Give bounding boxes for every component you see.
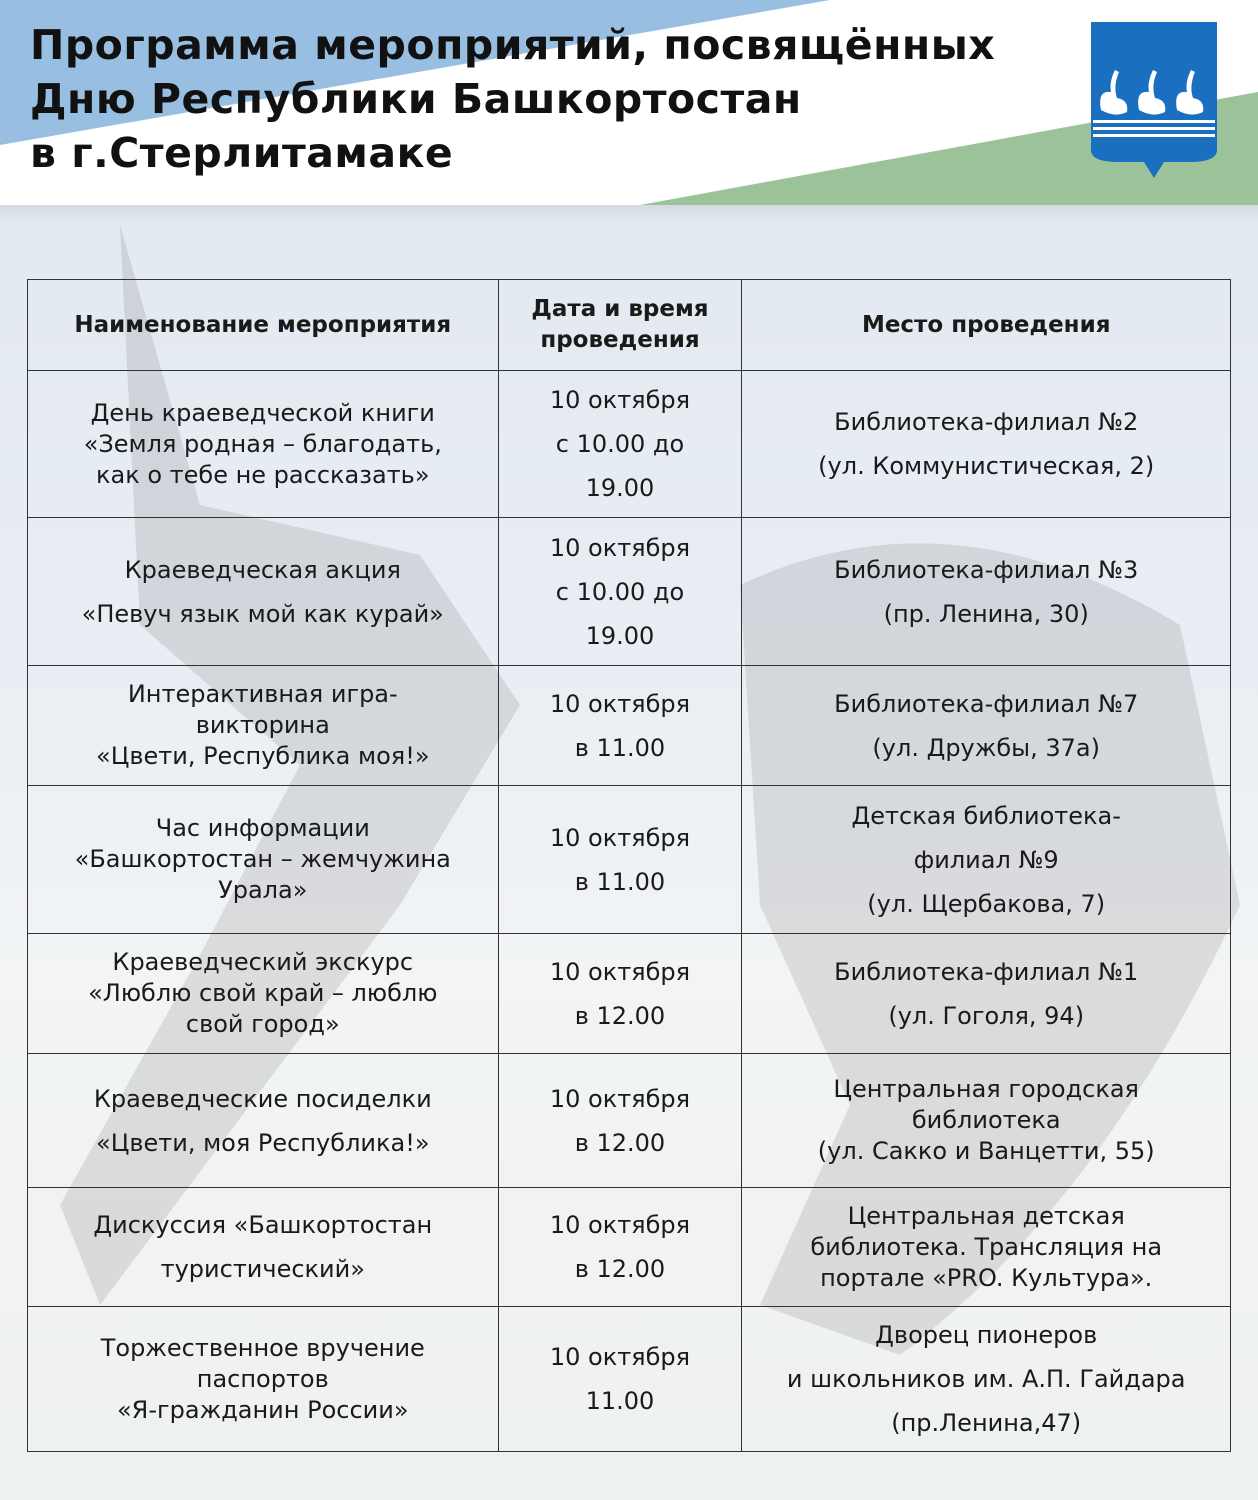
cell-line: 10 октября <box>549 957 691 986</box>
event-place-cell <box>742 518 1231 666</box>
cell-line: туристический» <box>160 1255 365 1283</box>
cell-line: (ул. Щербакова, 7) <box>867 889 1106 918</box>
cell-line: филиал №9 <box>913 845 1059 874</box>
cell-line: Дворец пионеров <box>875 1321 1098 1349</box>
cell-line: в 12.00 <box>574 1255 666 1283</box>
cell-line: как о тебе не рассказать» <box>96 460 430 489</box>
cell-line: (ул. Коммунистическая, 2) <box>818 452 1155 480</box>
cell-line: «Я-гражданин России» <box>117 1395 409 1424</box>
cell-line: Детская библиотека- <box>851 801 1121 830</box>
table-header-row <box>28 280 1231 371</box>
cell-line: Дискуссия «Башкортостан <box>93 1211 433 1239</box>
cell-line: паспортов <box>196 1364 329 1393</box>
cell-line: (ул. Гоголя, 94) <box>888 1001 1085 1030</box>
cell-line: «Цвети, моя Республика!» <box>96 1128 430 1157</box>
table-row <box>28 666 1231 786</box>
cell-line: викторина <box>195 711 330 739</box>
coat-of-arms-icon <box>1089 20 1219 180</box>
event-place-cell <box>742 1054 1231 1188</box>
event-place-cell <box>742 786 1231 934</box>
event-name-cell <box>28 666 499 786</box>
cell-line: Краеведческая акция <box>124 555 401 584</box>
table-row <box>28 371 1231 518</box>
cell-line: День краеведческой книги <box>90 398 435 427</box>
cell-line: 19.00 <box>585 474 655 502</box>
event-date-cell <box>498 1307 742 1452</box>
column-header-place: Место проведения <box>742 280 1231 371</box>
column-header-date: Дата и время проведения <box>498 280 742 371</box>
cell-line: библиотека. Трансляция на <box>810 1232 1163 1261</box>
event-name-cell <box>28 934 499 1054</box>
cell-line: (пр. Ленина, 30) <box>883 599 1089 628</box>
cell-line: 19.00 <box>585 621 655 650</box>
cell-line: 10 октября <box>549 1084 691 1113</box>
cell-line: в 12.00 <box>574 1128 666 1157</box>
cell-line: библиотека <box>911 1106 1061 1134</box>
cell-line: (пр.Ленина,47) <box>891 1409 1082 1437</box>
event-place-cell <box>742 934 1231 1054</box>
cell-line: Центральная городская <box>833 1075 1139 1103</box>
table-row <box>28 786 1231 934</box>
cell-line: 10 октября <box>549 1343 691 1371</box>
event-date-cell <box>498 786 742 934</box>
table-row <box>28 934 1231 1054</box>
cell-line: портале «PRO. Культура». <box>820 1263 1153 1292</box>
event-date-cell <box>498 1054 742 1188</box>
event-place-cell <box>742 371 1231 518</box>
cell-line: Урала» <box>218 876 308 904</box>
cell-line: с 10.00 до <box>555 577 685 606</box>
title-line: Программа мероприятий, посвящённых <box>30 21 996 69</box>
title-line: в г.Стерлитамаке <box>30 129 454 177</box>
event-date-cell <box>498 371 742 518</box>
event-place-cell <box>742 1307 1231 1452</box>
header <box>0 0 1258 205</box>
cell-line: 10 октября <box>549 689 691 718</box>
cell-line: Библиотека-филиал №1 <box>834 957 1139 986</box>
event-name-cell <box>28 1307 499 1452</box>
table-row <box>28 1188 1231 1307</box>
cell-line: 11.00 <box>585 1387 655 1415</box>
event-place-cell <box>742 666 1231 786</box>
column-header-name: Наименование мероприятия <box>28 280 499 371</box>
table-row <box>28 518 1231 666</box>
event-name-cell <box>28 1054 499 1188</box>
cell-line: и школьников им. А.П. Гайдара <box>786 1365 1186 1393</box>
events-table <box>27 279 1231 1452</box>
cell-line: Краеведческие посиделки <box>93 1084 432 1113</box>
event-name-cell <box>28 1188 499 1307</box>
cell-line: Час информации <box>155 814 370 842</box>
page-title <box>30 18 995 180</box>
event-date-cell <box>498 518 742 666</box>
cell-line: (ул. Сакко и Ванцетти, 55) <box>817 1137 1155 1165</box>
cell-line: «Земля родная – благодать, <box>83 429 442 458</box>
cell-line: в 11.00 <box>574 867 666 896</box>
event-name-cell <box>28 518 499 666</box>
cell-line: в 11.00 <box>574 733 666 762</box>
cell-line: Центральная детская <box>847 1201 1125 1230</box>
cell-line: Торжественное вручение <box>100 1333 425 1362</box>
cell-line: Библиотека-филиал №2 <box>834 408 1139 436</box>
cell-line: с 10.00 до <box>555 430 685 458</box>
cell-line: Библиотека-филиал №7 <box>834 689 1139 718</box>
cell-line: «Башкортостан – жемчужина <box>74 845 451 873</box>
table-row <box>28 1307 1231 1452</box>
table-row <box>28 1054 1231 1188</box>
cell-line: «Люблю свой край – люблю <box>88 979 438 1007</box>
cell-line: Краеведческий экскурс <box>112 948 414 976</box>
event-name-cell <box>28 371 499 518</box>
cell-line: (ул. Дружбы, 37а) <box>872 733 1100 762</box>
cell-line: свой город» <box>185 1010 340 1038</box>
cell-line: «Певуч язык мой как курай» <box>81 599 444 628</box>
cell-line: в 12.00 <box>574 1001 666 1030</box>
event-name-cell <box>28 786 499 934</box>
cell-line: Библиотека-филиал №3 <box>834 555 1139 584</box>
event-date-cell <box>498 1188 742 1307</box>
event-date-cell <box>498 934 742 1054</box>
cell-line: 10 октября <box>549 533 691 562</box>
cell-line: Интерактивная игра- <box>127 680 398 708</box>
cell-line: 10 октября <box>549 1211 691 1239</box>
cell-line: 10 октября <box>549 386 691 414</box>
event-date-cell <box>498 666 742 786</box>
cell-line: 10 октября <box>549 823 691 852</box>
title-line: Дню Республики Башкортостан <box>30 75 802 123</box>
event-place-cell <box>742 1188 1231 1307</box>
cell-line: «Цвети, Республика моя!» <box>96 742 430 770</box>
